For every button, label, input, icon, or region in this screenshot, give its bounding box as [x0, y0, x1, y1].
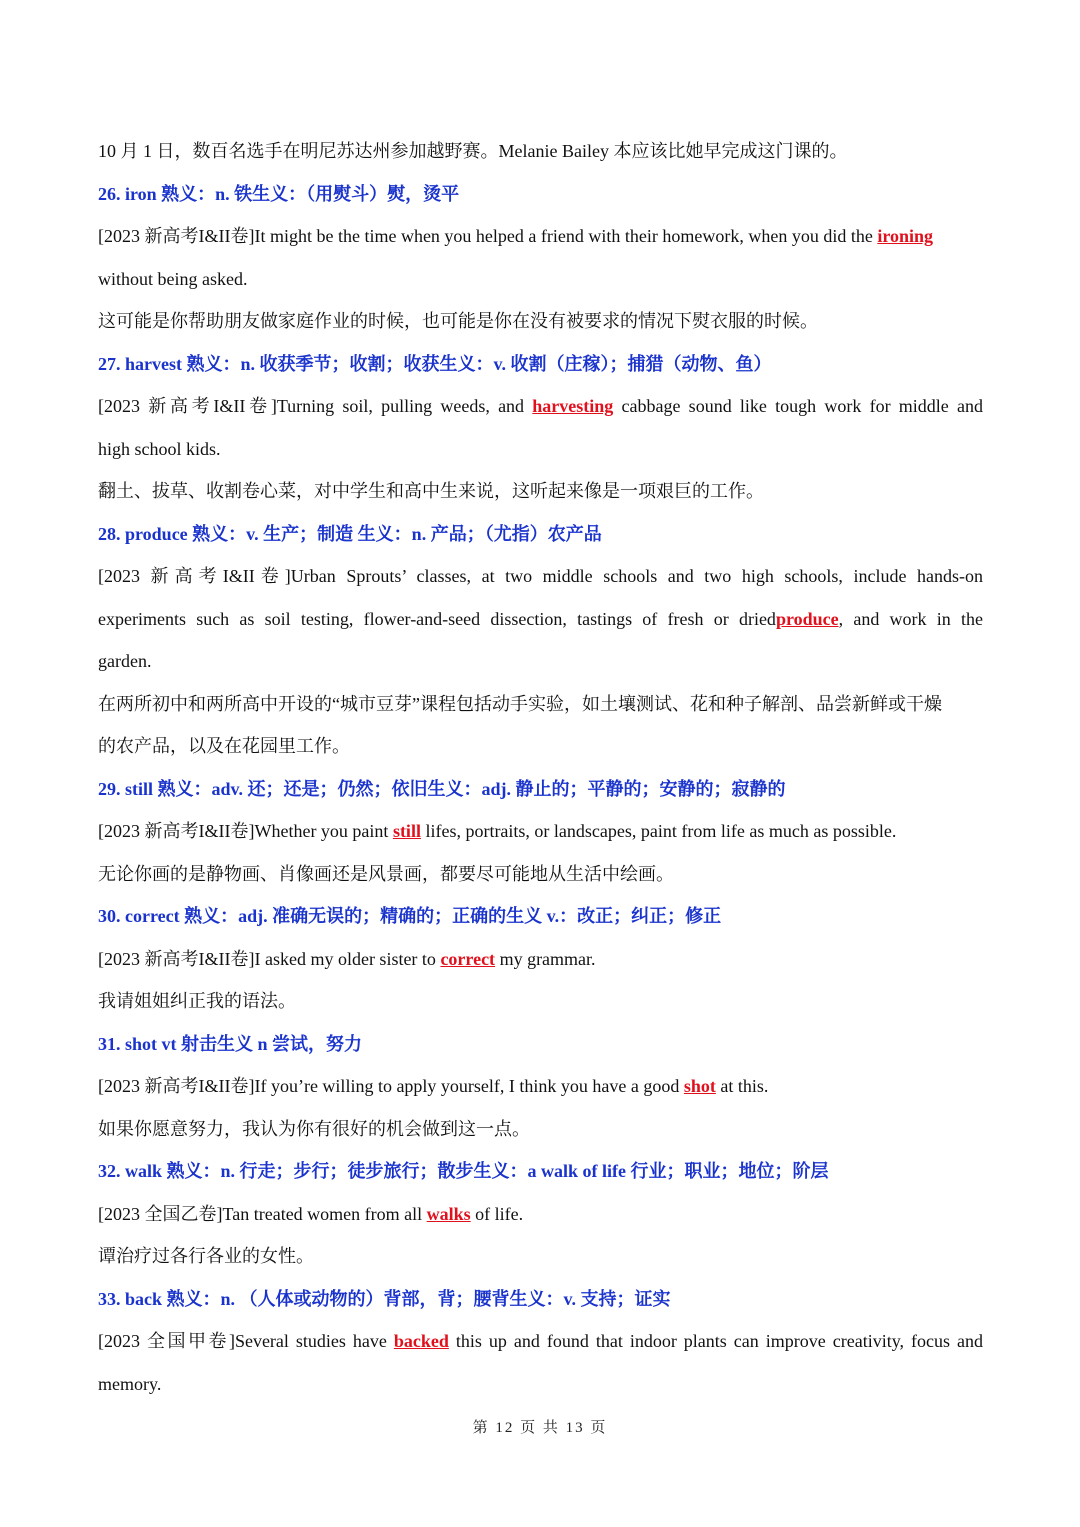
example-sentence — [98, 1320, 983, 1363]
sentence-text: [2023 新高考I&II卷]If you’re willing to apply yourself, I think you have a good — [98, 1076, 684, 1096]
keyword-correct: correct — [440, 948, 496, 969]
example-sentence — [98, 810, 983, 853]
sentence-text: this up and found that indoor plants can improve creativity, focus and — [448, 1331, 983, 1351]
translation-line: 10 月 1 日，数百名选手在明尼苏达州参加越野赛。Melanie Bailey 本应该比她早完成这门课的。 — [98, 141, 848, 161]
example-sentence — [98, 215, 983, 258]
translation-line: 在两所初中和两所高中开设的“城市豆芽”课程包括动手实验，如土壤测试、花和种子解剖、品尝新鲜或干燥 — [98, 693, 942, 714]
keyword-produce: produce — [775, 608, 839, 629]
sentence-text: [2023 新高考I&II卷]I asked my older sister to — [98, 948, 441, 969]
sentence-text: [2023 新高考I&II卷]Whether you paint — [98, 821, 393, 841]
example-sentence-cont: high school kids. — [98, 438, 221, 459]
sentence-text: [2023 新高考I&II卷]It might be the time when you helped a friend with their homework, when you did the — [98, 226, 878, 246]
translation-line: 谭治疗过各行各业的女性。 — [98, 1246, 314, 1266]
keyword-backed: backed — [393, 1331, 449, 1351]
example-sentence-cont: memory. — [98, 1373, 162, 1394]
sentence-text: of life. — [470, 1203, 524, 1224]
vocab-heading-29: 29. still 熟义：adv. 还；还是；仍然；依旧生义：adj. 静止的；平静的；安静的；寂静的 — [98, 778, 786, 799]
translation-line-cont: 的农产品，以及在花园里工作。 — [98, 736, 350, 756]
sentence-text: my grammar. — [495, 948, 596, 969]
vocab-heading-28: 28. produce 熟义：v. 生产；制造 生义：n. 产品；（尤指）农产品 — [98, 523, 602, 544]
example-sentence-cont: garden. — [98, 651, 152, 671]
document-body — [98, 130, 983, 1405]
vocab-heading-31: 31. shot vt 射击生义 n 尝试，努力 — [98, 1033, 363, 1054]
keyword-still: still — [392, 821, 421, 841]
vocab-heading-27: 27. harvest 熟义：n. 收获季节；收割；收获生义：v. 收割（庄稼）；捕猎（动物、鱼） — [98, 353, 772, 374]
example-sentence — [98, 938, 983, 981]
sentence-text: experiments such as soil testing, flower-and-seed dissection, tastings of fresh or dried — [98, 608, 776, 629]
translation-line: 无论你画的是静物画、肖像画还是风景画，都要尽可能地从生活中绘画。 — [98, 863, 674, 884]
example-sentence: [2023 新高考I&II卷]Urban Sprouts’ classes, at two middle schools and two high schools, include hands-on — [98, 566, 983, 586]
keyword-harvesting: harvesting — [532, 396, 614, 416]
page-number-footer: 第 12 页 共 13 页 — [472, 1420, 608, 1436]
vocab-heading-32: 32. walk 熟义：n. 行走；步行；徒步旅行；散步生义：a walk of life 行业；职业；地位；阶层 — [98, 1161, 829, 1181]
vocab-heading-33: 33. back 熟义：n. （人体或动物的）背部，背；腰背生义：v. 支持；证实 — [98, 1288, 671, 1309]
translation-line: 翻土、拔草、收割卷心菜，对中学生和高中生来说，这听起来像是一项艰巨的工作。 — [98, 481, 764, 501]
vocab-heading-30: 30. correct 熟义：adj. 准确无误的；精确的；正确的生义 v.：改正；纠正；修正 — [98, 906, 722, 926]
sentence-text: , and work in the — [838, 608, 983, 629]
sentence-text: [2023 全国乙卷]Tan treated women from all — [98, 1203, 427, 1224]
example-sentence-cont: without being asked. — [98, 268, 248, 289]
translation-line: 我请姐姐纠正我的语法。 — [98, 991, 296, 1011]
keyword-ironing: ironing — [877, 226, 934, 246]
translation-line: 如果你愿意努力，我认为你有很好的机会做到这一点。 — [98, 1118, 530, 1139]
translation-line: 这可能是你帮助朋友做家庭作业的时候，也可能是你在没有被要求的情况下熨衣服的时候。 — [98, 311, 818, 331]
sentence-text: [2023 全国甲卷]Several studies have — [98, 1331, 394, 1351]
sentence-text: [2023 新高考I&II卷]Turning soil, pulling weeds, and — [98, 396, 533, 416]
sentence-text: cabbage sound like tough work for middle and — [613, 396, 983, 416]
sentence-text: at this. — [715, 1076, 769, 1096]
keyword-shot: shot — [683, 1076, 716, 1096]
example-sentence-cont — [98, 598, 983, 641]
example-sentence — [98, 1065, 983, 1108]
vocab-heading-26: 26. iron 熟义：n. 铁生义：（用熨斗）熨，烫平 — [98, 183, 460, 204]
example-sentence — [98, 385, 983, 428]
keyword-walks: walks — [426, 1203, 471, 1224]
example-sentence — [98, 1193, 983, 1236]
sentence-text: lifes, portraits, or landscapes, paint from life as much as possible. — [420, 821, 897, 841]
